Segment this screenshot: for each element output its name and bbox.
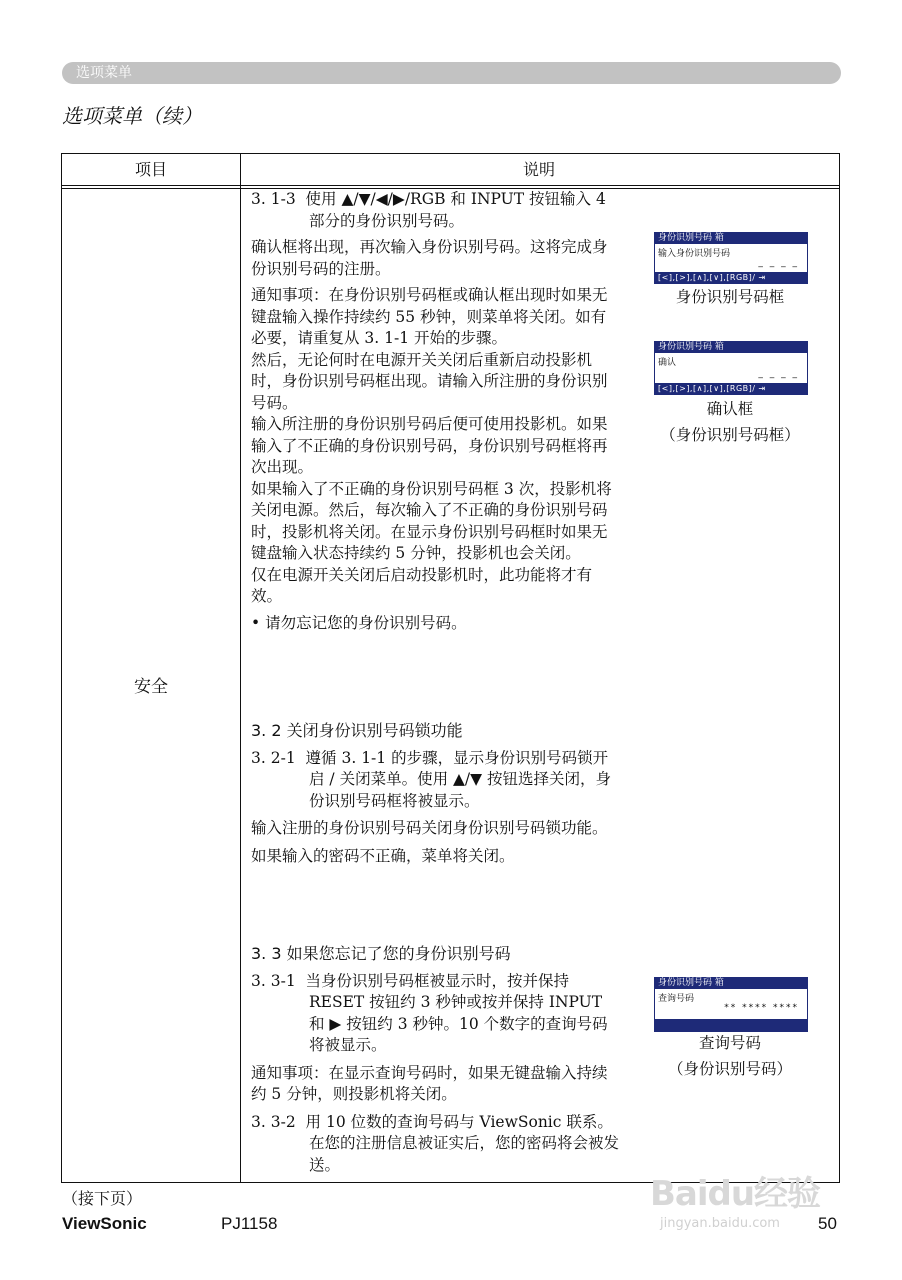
- item-security: 安全: [134, 677, 168, 697]
- step-3-2-1: 3. 2-1 遵循 3. 1-1 的步骤，显示身份识别号码锁开启 / 关闭菜单。使用 ▲/▼ 按钮选择关闭，身份识别号码框将被显示。: [251, 748, 611, 810]
- pin-box-dashes: _ _ _ _: [758, 258, 799, 268]
- confirm-box-caption: 确认框: [706, 400, 754, 418]
- para-confirm: 确认框将出现，再次输入身份识别号码。这将完成身份识别号码的注册。: [251, 238, 608, 278]
- confirm-box-label: 确认: [658, 358, 677, 368]
- para-then: 然后，无论何时在电源开关关闭后重新启动投影机时，身份识别号码框出现。请输入所注册的身份识别号码。: [251, 350, 608, 412]
- pin-box-body: [655, 244, 807, 272]
- column-divider: [240, 154, 241, 1182]
- desc-block-3: [251, 943, 621, 1176]
- para-only: 仅在电源开关关闭后启动投影机时，此功能将才有效。: [251, 565, 593, 605]
- inquiry-code: ** **** ****: [724, 1003, 799, 1013]
- pin-box-keys: [<],[>],[∧],[∨],[RGB]/ ⇥: [655, 272, 807, 283]
- para-notice-2: 通知事项：在显示查询号码时，如果无键盘输入持续约 5 分钟，则投影机将关闭。: [251, 1063, 608, 1103]
- step-3-1-3: 3. 1-3 使用 ▲/▼/◀/▶/RGB 和 INPUT 按钮输入 4 部分的身份识别号码。: [251, 190, 606, 230]
- confirm-box-caption-sub: （身份识别号码框）: [660, 426, 800, 444]
- pin-box-caption: 身份识别号码框: [675, 288, 785, 306]
- step-3-3-1: 3. 3-1 当身份识别号码框被显示时，按并保持 RESET 按钮约 3 秒钟或按并保持 INPUT 和 ▶ 按钮约 3 秒钟。10 个数字的查询号码将被显示。: [251, 971, 608, 1054]
- confirm-box-body: [655, 353, 807, 383]
- confirm-box-keys: [<],[>],[∧],[∨],[RGB]/ ⇥: [655, 383, 807, 394]
- para-three-times: 如果输入了不正确的身份识别号码框 3 次，投影机将关闭电源。然后，每次输入了不正确的身份识别号码时，投影机将关闭。在显示身份识别号码框时如果无键盘输入状态持续约 5 分钟，投影机也会关闭。: [251, 479, 612, 562]
- baidu-watermark: Baidu经验: [650, 1174, 821, 1214]
- para-after: 输入所注册的身份识别号码后便可使用投影机。如果输入了不正确的身份识别号码，身份识别号码框将再次出现。: [251, 415, 608, 476]
- page-title: 选项菜单（续）: [62, 104, 202, 128]
- pin-box-label: 输入身份识别号码: [658, 249, 731, 259]
- para-reminder: • 请勿忘记您的身份识别号码。: [251, 613, 467, 632]
- header-item: 项目: [134, 160, 167, 179]
- para-notice-1: 通知事项：在身份识别号码框或确认框出现时如果无键盘输入操作持续约 55 秒钟，则菜单将关闭。如有必要，请重复从 3. 1-1 开始的步骤。: [251, 286, 608, 347]
- confirm-box-dashes: _ _ _ _: [758, 369, 799, 379]
- pin-box-screen: [654, 232, 808, 284]
- continued-note: （接下页）: [62, 1189, 143, 1208]
- pin-box-title: 身份识别号码 箱: [655, 233, 807, 244]
- model-number: PJ1158: [221, 1214, 278, 1233]
- inquiry-box-label: 查询号码: [658, 994, 695, 1004]
- header-description: 说明: [522, 160, 555, 179]
- inquiry-caption-sub: （身份识别号码）: [667, 1060, 792, 1078]
- inquiry-box-title: 身份识别号码 箱: [655, 978, 807, 989]
- brand-name: ViewSonic: [62, 1214, 147, 1233]
- confirm-box-screen: [654, 341, 808, 395]
- section-header-bar: 选项菜单: [62, 62, 841, 84]
- confirm-box-title: 身份识别号码 箱: [655, 342, 807, 353]
- section-3-2-title: 3. 2 关闭身份识别号码锁功能: [251, 721, 463, 740]
- inquiry-code-screen: [654, 977, 808, 1032]
- inquiry-box-footer: [655, 1019, 807, 1031]
- inquiry-box-body: [655, 989, 807, 1019]
- para-wrong-password: 如果输入的密码不正确，菜单将关闭。: [251, 846, 515, 865]
- section-3-3-title: 3. 3 如果您忘记了您的身份识别号码: [251, 944, 511, 963]
- para-turn-off: 输入注册的身份识别号码关闭身份识别号码锁功能。: [251, 819, 608, 837]
- inquiry-caption: 查询号码: [698, 1034, 761, 1052]
- desc-block-1: [251, 189, 621, 634]
- desc-block-2: [251, 720, 621, 867]
- baidu-watermark-url: jingyan.baidu.com: [660, 1216, 780, 1231]
- page-number: 50: [818, 1214, 837, 1233]
- step-3-3-2: 3. 3-2 用 10 位数的查询号码与 ViewSonic 联系。在您的注册信息被证实后，您的密码将会被发送。: [251, 1112, 620, 1174]
